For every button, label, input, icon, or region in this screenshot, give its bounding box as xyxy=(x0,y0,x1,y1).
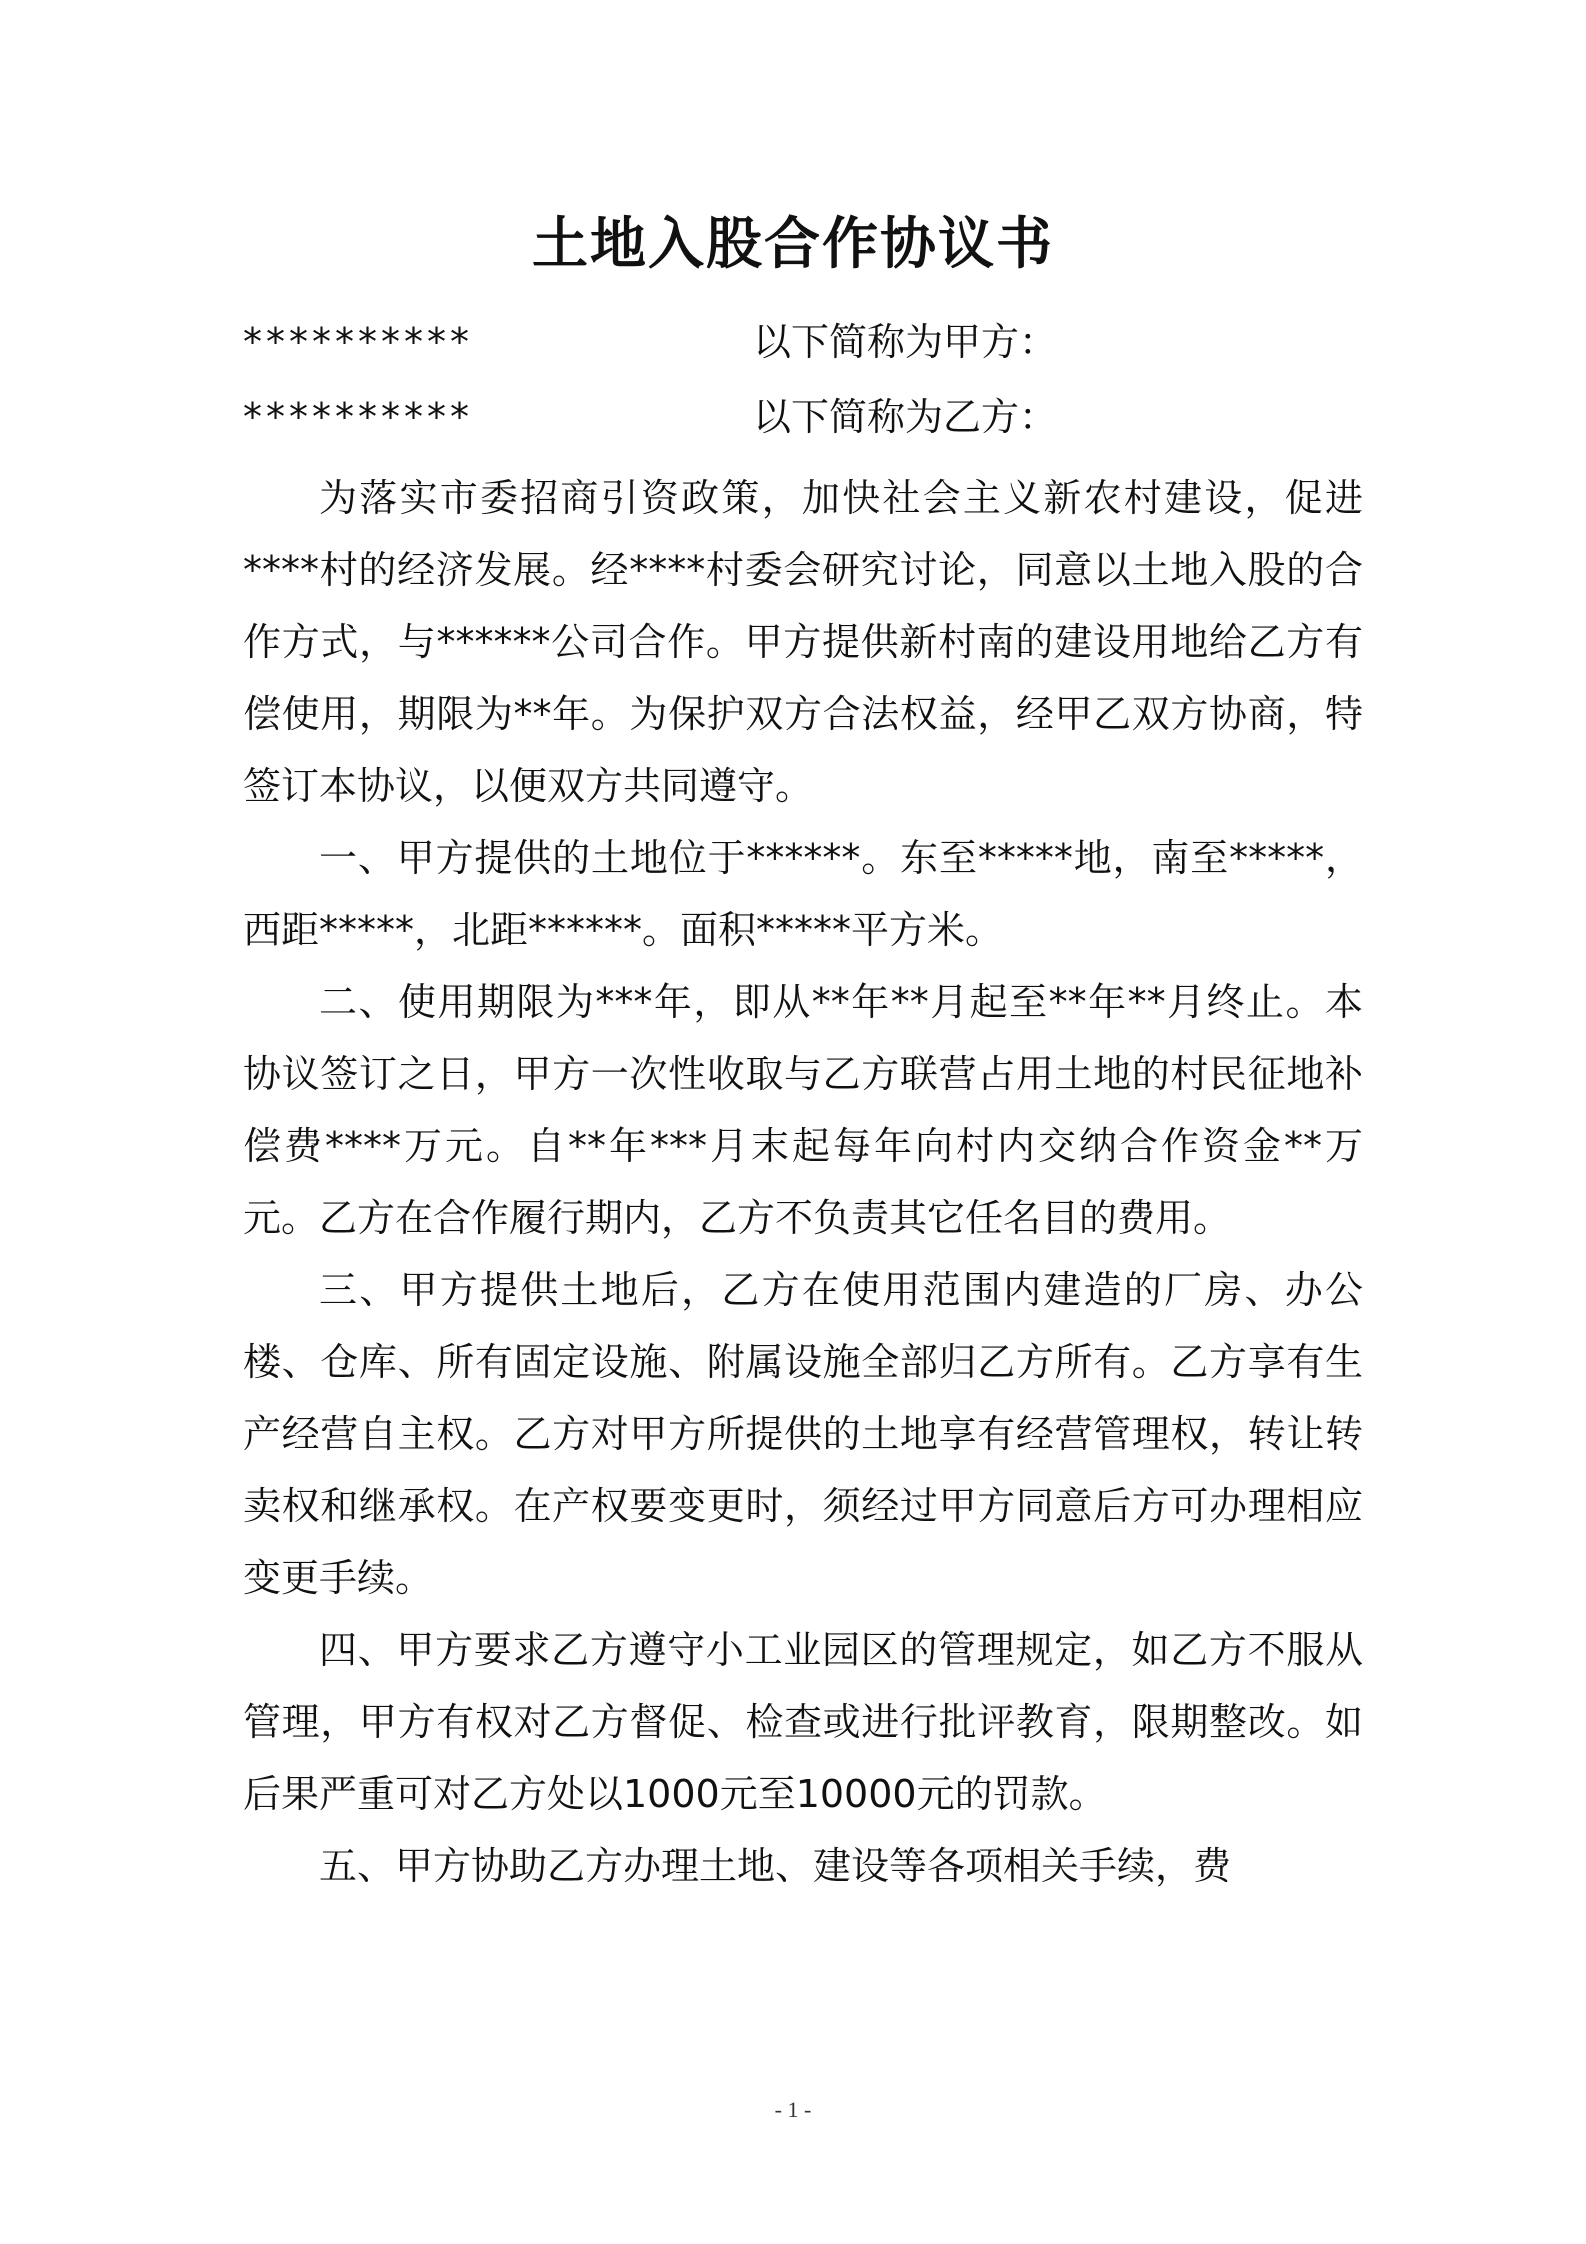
party-a-alias: 以下简称为甲方： xyxy=(753,320,1058,364)
clause-5-paragraph: 五、甲方协助乙方办理土地、建设等各项相关手续，费 xyxy=(319,1844,1232,1888)
party-a-row xyxy=(243,312,1363,372)
party-b-row xyxy=(243,387,1363,447)
preamble-paragraph: 为落实市委招商引资政策，加快社会主义新农村建设，促进****村的经济发展。经****村委会研究讨论，同意以土地入股的合作方式，与******公司合作。甲方提供新村南的建设用地给乙方有偿使用，期限为**年。为保护双方合法权益，经甲乙双方协商，特签订本协议，以便双方共同遵守。 xyxy=(243,476,1363,808)
agreement-body xyxy=(243,462,1363,1902)
party-a-name: ********** xyxy=(243,320,473,364)
document-title: 土地入股合作协议书 xyxy=(532,212,1054,277)
party-b-alias: 以下简称为乙方： xyxy=(753,395,1058,439)
page-number: - 1 - xyxy=(774,2097,812,2122)
clause-3-paragraph: 三、甲方提供土地后，乙方在使用范围内建造的厂房、办公楼、仓库、所有固定设施、附属设施全部归乙方所有。乙方享有生产经营自主权。乙方对甲方所提供的土地享有经营管理权，转让转卖权和继承权。在产权要变更时，须经过甲方同意后方可办理相应变更手续。 xyxy=(243,1268,1363,1600)
clause-2-paragraph: 二、使用期限为***年，即从**年**月起至**年**月终止。本协议签订之日，甲方一次性收取与乙方联营占用土地的村民征地补偿费****万元。自**年***月末起每年向村内交纳合作资金**万元。乙方在合作履行期内，乙方不负责其它任名目的费用。 xyxy=(243,980,1363,1240)
clause-1-paragraph: 一、甲方提供的土地位于******。东至*****地，南至*****，西距*****，北距******。面积*****平方米。 xyxy=(243,836,1363,952)
clause-4-paragraph: 四、甲方要求乙方遵守小工业园区的管理规定，如乙方不服从管理，甲方有权对乙方督促、检查或进行批评教育，限期整改。如后果严重可对乙方处以1000元至10000元的罚款。 xyxy=(243,1628,1363,1816)
party-b-name: ********** xyxy=(243,395,473,439)
